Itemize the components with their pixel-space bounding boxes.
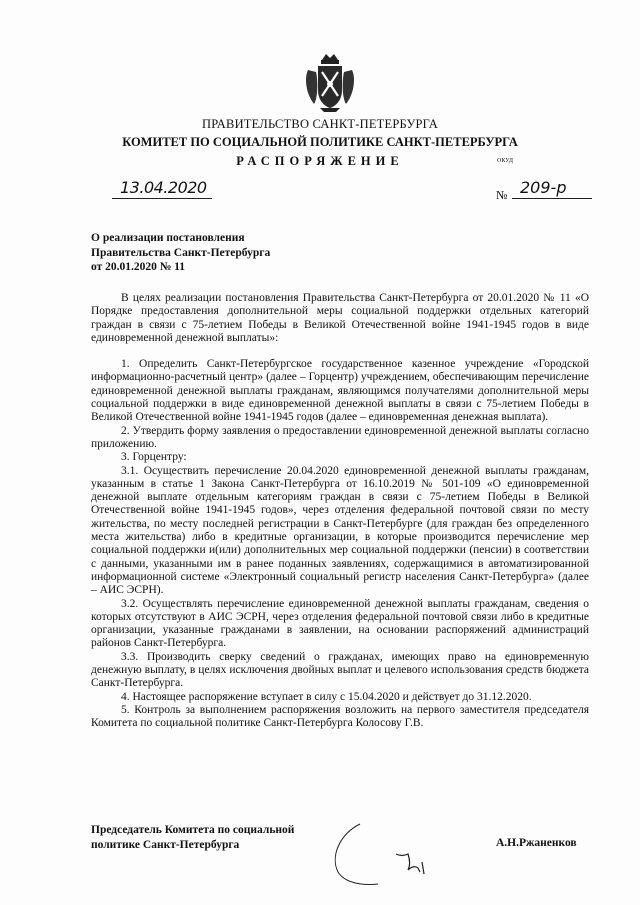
signer-name: А.Н.Ржаненков [496, 837, 577, 849]
number-underline [512, 198, 592, 199]
government-heading: ПРАВИТЕЛЬСТВО САНКТ-ПЕТЕРБУРГА [202, 117, 438, 131]
document-type-title: РАСПОРЯЖЕНИЕ [236, 154, 404, 168]
paragraph-3: 3. Горцентру: [121, 451, 187, 464]
subject-block [91, 231, 270, 275]
paragraph-5: 5. Контроль за выполнением распоряжения возложить на первого заместителя председателя Комитета по социальной политике Санкт-Петербурга Колосову Г.В. [91, 703, 589, 730]
signer-title-line: Председатель Комитета по социальной [91, 824, 295, 836]
paragraph-1: 1. Определить Санкт-Петербургское государственное казенное учреждение «Городской информационно-расчетный центр» (далее – Горцентр) учреждением, обеспечивающим перечисление единовременной денежной выплаты гражданам, являющимся получателями дополнительной меры социальной поддержки в виде единовременной денежной выплаты в связи с 75-летием Победы в Великой Отечественной войне 1941-1945 годов (далее – единовременная денежная выплата). [91, 358, 589, 424]
handwritten-signature [330, 820, 440, 890]
committee-heading: КОМИТЕТ ПО СОЦИАЛЬНОЙ ПОЛИТИКЕ САНКТ-ПЕТЕРБУРГА [122, 135, 518, 149]
paragraph-3-3: 3.3. Производить сверку сведений о гражданах, имеющих право на единовременную денежную выплату, в целях исключения двойных выплат и целевого использования средств бюджета Санкт-Петербурга. [91, 650, 589, 690]
coat-of-arms-emblem [300, 50, 360, 114]
signer-title-line: политике Санкт-Петербурга [91, 839, 240, 851]
date-underline [112, 198, 212, 199]
subject-line: Правительства Санкт-Петербурга [91, 246, 271, 259]
paragraph-3-2: 3.2. Осуществлять перечисление единовременной денежной выплаты гражданам, сведения о которых отсутствуют в АИС ЭСРН, через отделения федеральной почтовой связи либо в кредитные организации, указанные гражданами в заявлении, на основании распоряжений администраций районов Санкт-Петербурга. [91, 597, 589, 650]
paragraph-3-1: 3.1. Осуществить перечисление 20.04.2020 единовременной денежной выплаты гражданам, указанным в статье 1 Закона Санкт-Петербурга от 16.10.2019 № 501-109 «О единовременной денежной выплате отдельным категориям граждан в связи с 75-летием Победы в Великой Отечественной войне 1941-1945 годов», через отделения федеральной почтовой связи по месту жительства, по месту последней регистрации в Санкт-Петербурге (для граждан без определенного места жительства) либо в кредитные организации, в которые производится перечисление мер социальной поддержки и(или) дополнительных мер социальной поддержки (пенсии) в соответствии с данными, указанными им в ранее поданных заявлениях, содержащимися в автоматизированной информационной системе «Электронный социальный регистр населения Санкт-Петербурга» (далее – АИС ЭСРН). [91, 464, 589, 597]
preamble-paragraph: В целях реализации постановления Правительства Санкт-Петербурга от 20.01.2020 № 11 «О Порядке предоставления дополнительной меры социальной поддержки отдельных категорий граждан в связи с 75-летием Победы в Великой Отечественной войне 1941-1945 годов в виде единовременной денежной выплаты»: [91, 292, 589, 344]
paragraph-4: 4. Настоящее распоряжение вступает в силу с 15.04.2020 и действует до 31.12.2020. [121, 690, 532, 703]
subject-line: от 20.01.2020 № 11 [91, 261, 186, 273]
number-label: № [496, 188, 508, 202]
order-date: 13.04.2020 [120, 178, 207, 197]
okud-label: ОКУД [497, 158, 513, 164]
signer-title [91, 823, 294, 853]
document-body [91, 292, 589, 731]
paragraph-2: 2. Утвердить форму заявления о предоставлении единовременной денежной выплаты согласно приложению. [91, 424, 589, 450]
order-number: 209-р [520, 178, 567, 197]
subject-line: О реализации постановления [91, 232, 245, 244]
